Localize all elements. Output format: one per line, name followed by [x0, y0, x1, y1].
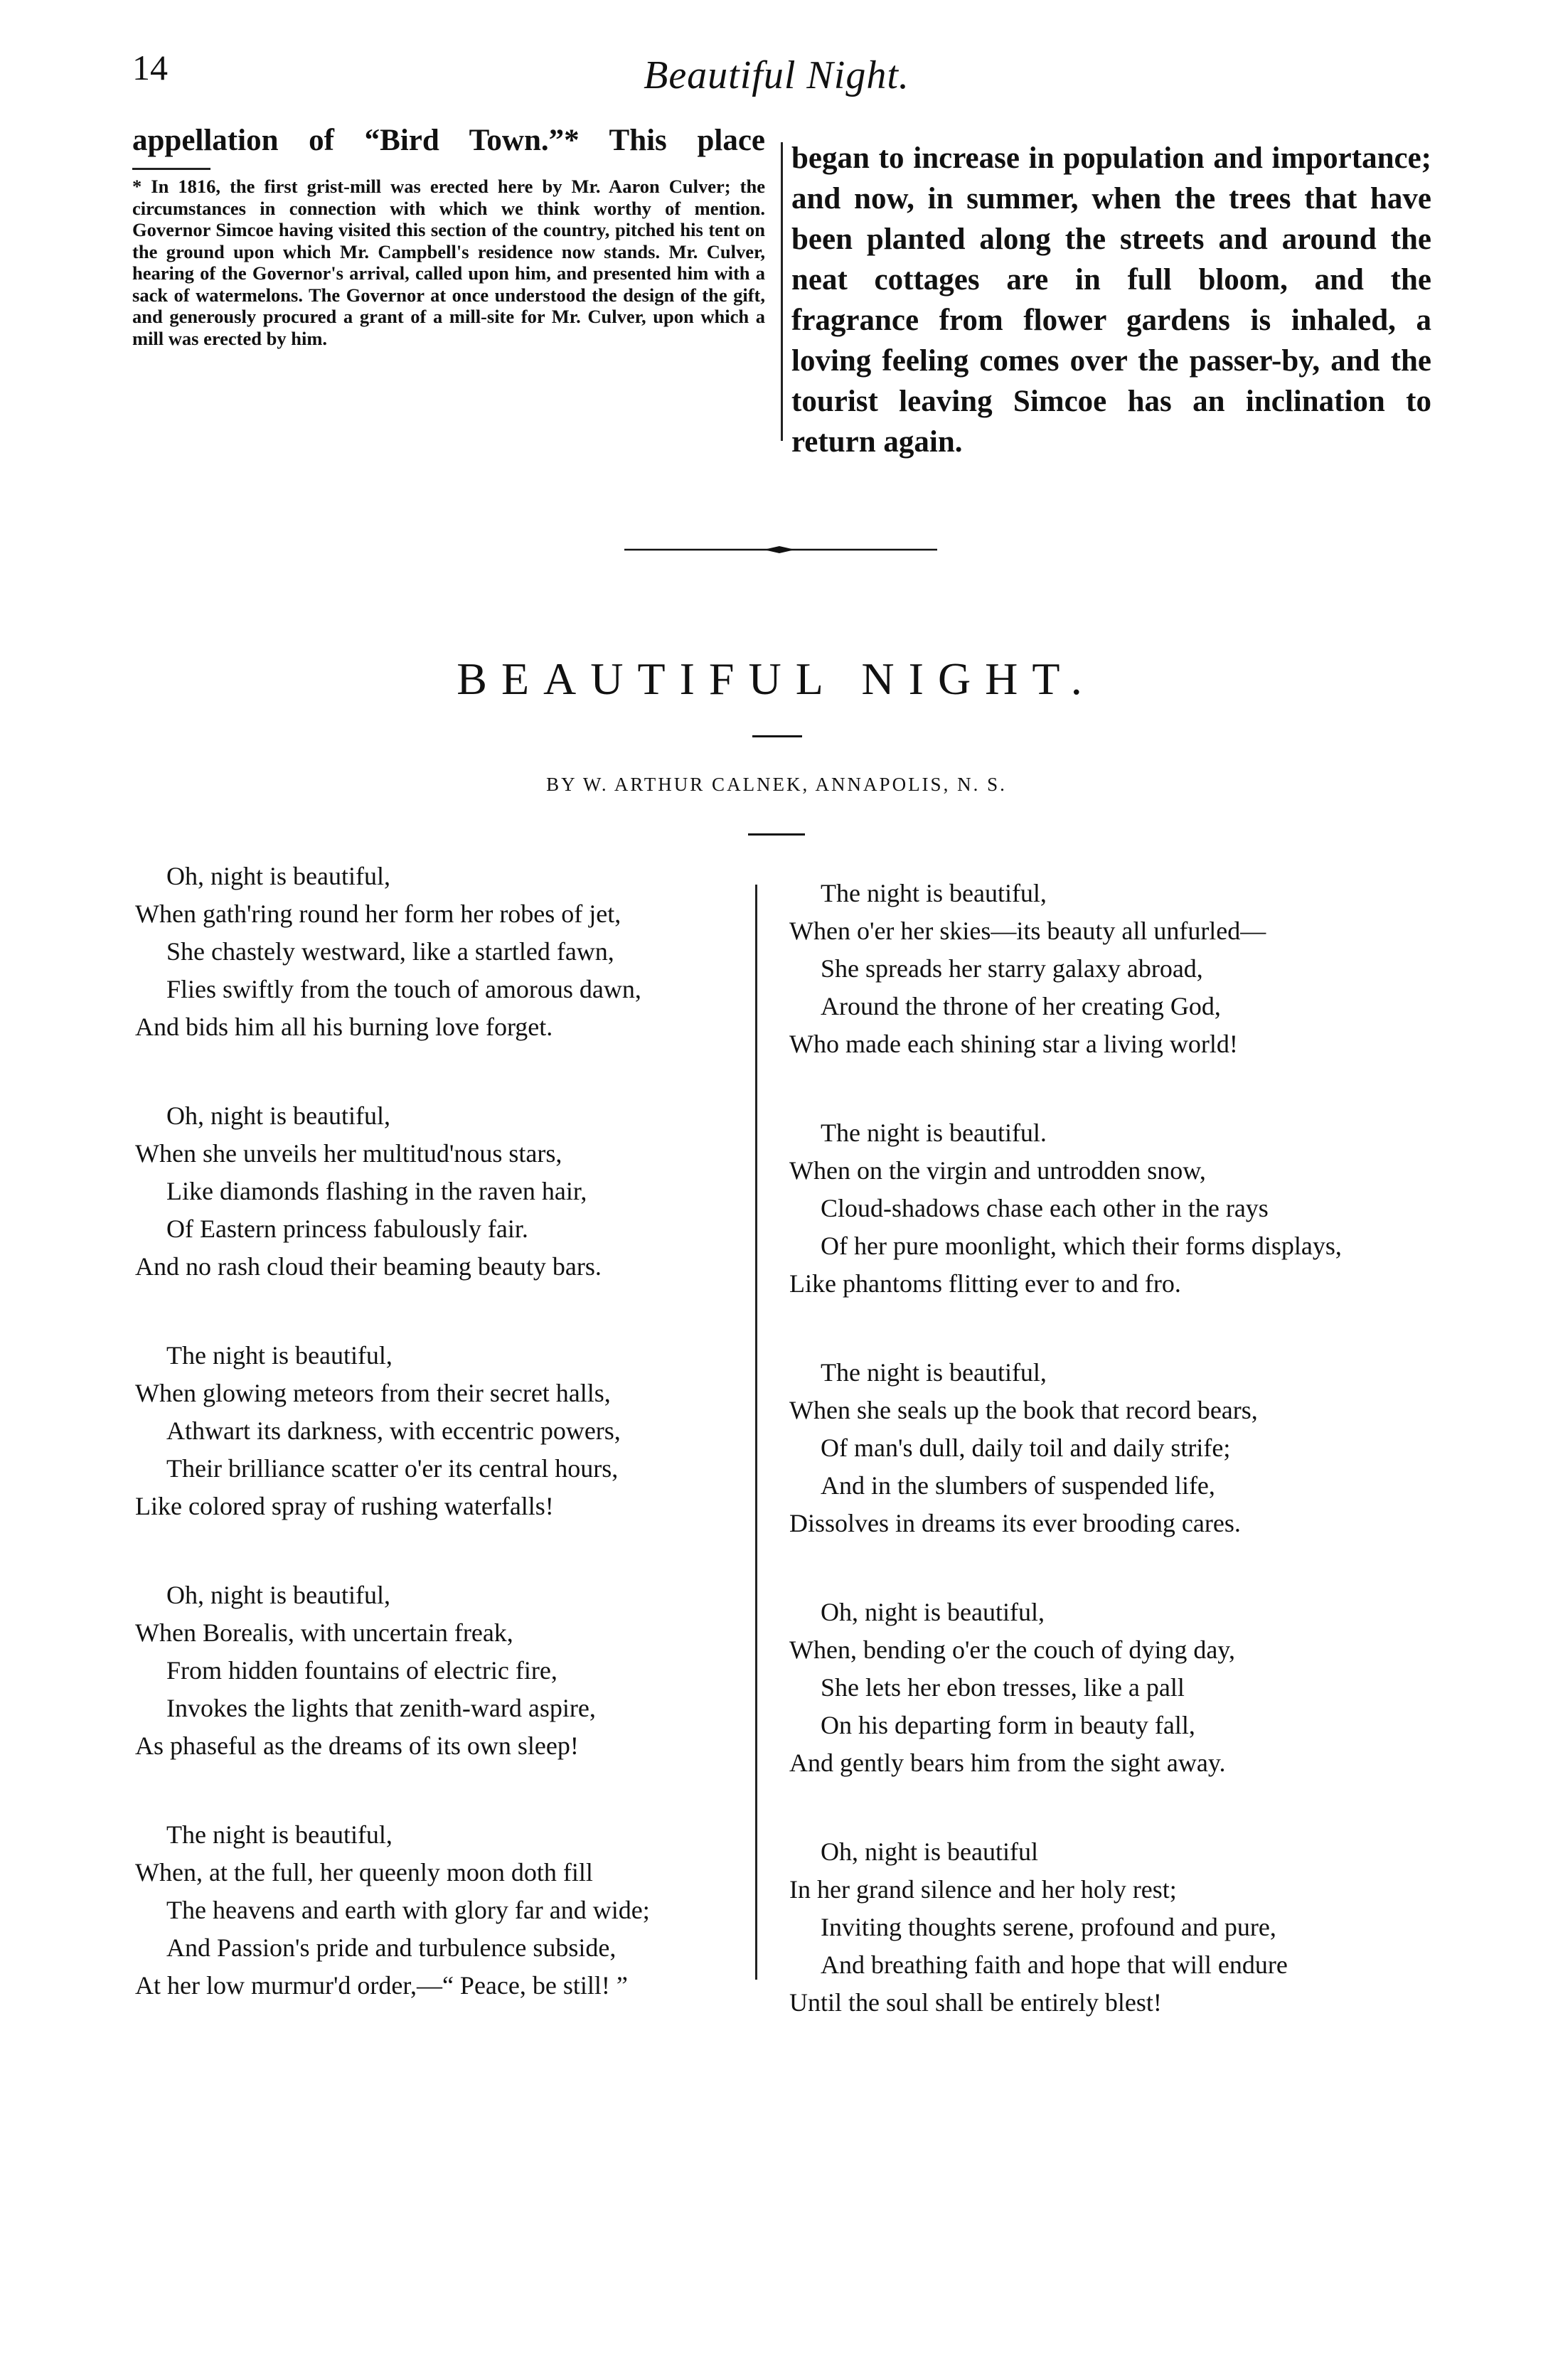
- footnote: * In 1816, the first grist-mill was erected here by Mr. Aaron Culver; the circumstances in connection with which we think worthy of mention. Governor Simcoe having visited this section of the country, pitched his tent on the ground upon which Mr. Campbell's residence now stands. Mr. Culver, hearing of the Governor's arrival, called upon him, and presented him with a sack of watermelons. The Governor at once understood the design of the gift, and generously procured a grant of a mill-site for Mr. Culver, upon which a mill was erected by him.: [132, 176, 765, 349]
- poem-line: Like phantoms flitting ever to and fro.: [789, 1269, 1181, 1298]
- poem-line: The night is beautiful,: [821, 879, 1047, 907]
- poem-line: On his departing form in beauty fall,: [821, 1711, 1195, 1739]
- poem-line: She spreads her starry galaxy abroad,: [821, 954, 1203, 983]
- poem-line: Around the throne of her creating God,: [821, 992, 1221, 1020]
- footnote-rule: [132, 168, 210, 170]
- poem-line: As phaseful as the dreams of its own sleep!: [135, 1731, 579, 1760]
- poem-line: When on the virgin and untrodden snow,: [789, 1156, 1206, 1185]
- poem-line: Their brilliance scatter o'er its central hours,: [166, 1454, 619, 1483]
- poem-line: Invokes the lights that zenith-ward aspire,: [166, 1694, 596, 1722]
- column-divider: [781, 142, 783, 441]
- poem-line: When she unveils her multitud'nous stars,: [135, 1139, 562, 1168]
- poem-line: Who made each shining star a living world!: [789, 1030, 1238, 1058]
- poem-line: From hidden fountains of electric fire,: [166, 1656, 557, 1685]
- poem-line: Oh, night is beautiful: [821, 1837, 1038, 1866]
- poem-line: Oh, night is beautiful,: [166, 1581, 390, 1609]
- poem-line: And no rash cloud their beaming beauty bars.: [135, 1252, 602, 1281]
- poem-line: Inviting thoughts serene, profound and pure,: [821, 1913, 1276, 1941]
- prior-article-continuation: began to increase in population and importance; and now, in summer, when the trees that have been planted along the streets and around the neat cottages are in full bloom, and the fragrance from flower gardens is inhaled, a loving feeling comes over the passer-by, and the tourist leaving Simcoe has an inclination to return again.: [791, 142, 1431, 459]
- poem-line: When she seals up the book that record bears,: [789, 1396, 1258, 1424]
- ornament-rule: [624, 545, 937, 555]
- poem-left-column: [135, 858, 775, 2056]
- stanza: [789, 1114, 1429, 1303]
- poem-line: And gently bears him from the sight away.: [789, 1749, 1226, 1777]
- poem-line: When, at the full, her queenly moon doth fill: [135, 1858, 593, 1887]
- poem-line: Cloud-shadows chase each other in the rays: [821, 1194, 1269, 1222]
- poem-line: She chastely westward, like a startled fawn,: [166, 937, 614, 966]
- poem-line: Of man's dull, daily toil and daily strife;: [821, 1434, 1231, 1462]
- stanza: [135, 858, 775, 1046]
- stanza: [135, 1337, 775, 1525]
- stanza: [135, 1097, 775, 1286]
- stanza: [789, 1833, 1429, 2022]
- poem-line: Oh, night is beautiful,: [166, 1101, 390, 1130]
- title-rule: [752, 735, 802, 737]
- poem-line: Like colored spray of rushing waterfalls!: [135, 1492, 554, 1520]
- poem-line: When, bending o'er the couch of dying day,: [789, 1635, 1235, 1664]
- poem-line: When gath'ring round her form her robes of jet,: [135, 900, 621, 928]
- poem-line: In her grand silence and her holy rest;: [789, 1875, 1177, 1904]
- stanza: [135, 1576, 775, 1765]
- poem-line: The night is beautiful.: [821, 1119, 1047, 1147]
- prior-article-left-column: [132, 121, 765, 349]
- poem-line: Of Eastern princess fabulously fair.: [166, 1215, 528, 1243]
- stanza: [789, 875, 1429, 1063]
- poem-line: Oh, night is beautiful,: [821, 1598, 1045, 1626]
- poem-line: Flies swiftly from the touch of amorous dawn,: [166, 975, 641, 1003]
- poem-line: When Borealis, with uncertain freak,: [135, 1618, 513, 1647]
- poem-line: Of her pure moonlight, which their forms displays,: [821, 1232, 1342, 1260]
- stanza: [135, 1816, 775, 2005]
- poem-title: BEAUTIFUL NIGHT.: [457, 653, 1096, 704]
- poem-line: The heavens and earth with glory far and wide;: [166, 1896, 650, 1924]
- poem-line: Athwart its darkness, with eccentric powers,: [166, 1416, 621, 1445]
- poem-line: And bids him all his burning love forget.: [135, 1013, 553, 1041]
- poem-line: When glowing meteors from their secret halls,: [135, 1379, 611, 1407]
- poem-line: Until the soul shall be entirely blest!: [789, 1988, 1162, 2017]
- poem-line: And breathing faith and hope that will endure: [821, 1951, 1288, 1979]
- page-number: 14: [132, 48, 168, 87]
- byline-rule: [748, 833, 805, 836]
- poem-line: The night is beautiful,: [166, 1820, 393, 1849]
- poem-line: Dissolves in dreams its ever brooding cares.: [789, 1509, 1241, 1537]
- poem-line: Oh, night is beautiful,: [166, 862, 390, 890]
- poem-line: And Passion's pride and turbulence subside,: [166, 1933, 617, 1962]
- stanza: [789, 1354, 1429, 1542]
- poem-line: Like diamonds flashing in the raven hair,: [166, 1177, 587, 1205]
- poem-byline: BY W. ARTHUR CALNEK, ANNAPOLIS, N. S.: [546, 774, 1007, 795]
- poem-line: At her low murmur'd order,—“ Peace, be still! ”: [135, 1971, 628, 2000]
- poem-line: The night is beautiful,: [821, 1358, 1047, 1387]
- poem-right-column: [789, 875, 1429, 2073]
- poem-line: When o'er her skies—its beauty all unfurled—: [789, 917, 1266, 945]
- poem-line: And in the slumbers of suspended life,: [821, 1471, 1215, 1500]
- poem-column-divider: [755, 885, 757, 1980]
- prior-article-lead: appellation of “Bird Town.”* This place: [132, 124, 765, 157]
- poem-line: The night is beautiful,: [166, 1341, 393, 1370]
- stanza: [789, 1594, 1429, 1782]
- poem-line: She lets her ebon tresses, like a pall: [821, 1673, 1185, 1702]
- running-title: Beautiful Night.: [644, 53, 909, 97]
